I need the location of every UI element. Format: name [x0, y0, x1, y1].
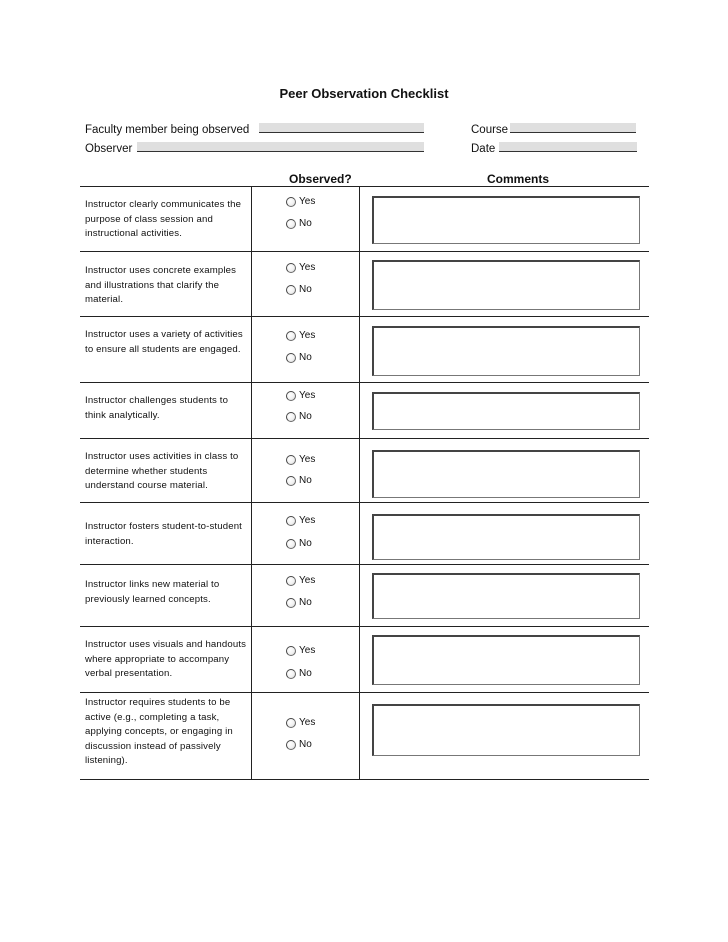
option-label-yes: Yes: [299, 390, 316, 401]
observer-field[interactable]: [137, 142, 424, 152]
checklist-row: [80, 693, 649, 780]
option-label-no: No: [299, 352, 312, 363]
comments-column-header: Comments: [487, 172, 550, 186]
column-divider: [251, 693, 252, 779]
radio-button-icon[interactable]: [286, 412, 296, 422]
column-divider: [359, 383, 360, 438]
option-label-no: No: [299, 538, 312, 549]
option-label-no: No: [299, 739, 312, 750]
course-label: Course: [471, 124, 509, 136]
checklist-row: [80, 439, 649, 503]
radio-button-icon[interactable]: [286, 598, 296, 608]
criterion-text: Instructor fosters student-to-student interaction.: [85, 521, 242, 547]
option-label-yes: Yes: [299, 575, 316, 586]
date-field[interactable]: [499, 142, 637, 152]
faculty-field[interactable]: [259, 123, 424, 133]
observed-yes-option[interactable]: [286, 330, 315, 342]
observed-no-option[interactable]: [286, 597, 312, 609]
faculty-label: Faculty member being observed: [85, 124, 250, 136]
observed-yes-option[interactable]: [286, 390, 315, 402]
option-label-yes: Yes: [299, 717, 316, 728]
radio-button-icon[interactable]: [286, 718, 296, 728]
radio-button-icon[interactable]: [286, 669, 296, 679]
observed-no-option[interactable]: [286, 411, 312, 423]
column-divider: [251, 186, 252, 251]
observed-yes-option[interactable]: [286, 454, 315, 466]
column-divider: [359, 317, 360, 382]
radio-button-icon[interactable]: [286, 476, 296, 486]
column-divider: [251, 252, 252, 316]
radio-button-icon[interactable]: [286, 219, 296, 229]
criterion-text: Instructor uses activities in class to determine whether students understand course material.: [85, 451, 239, 491]
comments-field[interactable]: [372, 514, 640, 560]
criterion-text: Instructor links new material to previously learned concepts.: [85, 579, 220, 605]
option-label-yes: Yes: [299, 262, 316, 273]
column-divider: [251, 439, 252, 502]
column-divider: [359, 503, 360, 564]
checklist-row: [80, 252, 649, 317]
comments-field[interactable]: [372, 450, 640, 498]
column-divider: [251, 383, 252, 438]
column-divider: [359, 439, 360, 502]
column-divider: [359, 565, 360, 626]
comments-field[interactable]: [372, 260, 640, 310]
option-label-no: No: [299, 218, 312, 229]
checklist-row: [80, 627, 649, 693]
criterion-text: Instructor clearly communicates the purpose of class session and instructional activities.: [85, 199, 242, 239]
option-label-no: No: [299, 668, 312, 679]
checklist-row: [80, 186, 649, 252]
observed-yes-option[interactable]: [286, 717, 315, 729]
radio-button-icon[interactable]: [286, 353, 296, 363]
observed-yes-option[interactable]: [286, 645, 315, 657]
column-divider: [359, 627, 360, 692]
option-label-yes: Yes: [299, 645, 316, 656]
observed-yes-option[interactable]: [286, 575, 315, 587]
criterion-text: Instructor uses visuals and handouts where appropriate to accompany verbal presentation.: [85, 639, 247, 679]
observed-no-option[interactable]: [286, 352, 312, 364]
observed-no-option[interactable]: [286, 668, 312, 680]
observer-label: Observer: [85, 143, 133, 155]
column-divider: [251, 627, 252, 692]
radio-button-icon[interactable]: [286, 331, 296, 341]
page-title: Peer Observation Checklist: [279, 86, 449, 101]
criterion-text: Instructor uses concrete examples and illustrations that clarify the material.: [85, 265, 237, 305]
column-divider: [251, 503, 252, 564]
observed-no-option[interactable]: [286, 218, 312, 230]
radio-button-icon[interactable]: [286, 263, 296, 273]
radio-button-icon[interactable]: [286, 646, 296, 656]
option-label-no: No: [299, 597, 312, 608]
radio-button-icon[interactable]: [286, 455, 296, 465]
option-label-no: No: [299, 284, 312, 295]
radio-button-icon[interactable]: [286, 197, 296, 207]
observed-yes-option[interactable]: [286, 515, 315, 527]
radio-button-icon[interactable]: [286, 516, 296, 526]
comments-field[interactable]: [372, 196, 640, 244]
option-label-no: No: [299, 475, 312, 486]
option-label-no: No: [299, 411, 312, 422]
checklist-row: [80, 503, 649, 565]
radio-button-icon[interactable]: [286, 576, 296, 586]
observed-yes-option[interactable]: [286, 262, 315, 274]
checklist-row: [80, 317, 649, 383]
observed-no-option[interactable]: [286, 475, 312, 487]
option-label-yes: Yes: [299, 454, 316, 465]
option-label-yes: Yes: [299, 196, 316, 207]
comments-field[interactable]: [372, 326, 640, 376]
radio-button-icon[interactable]: [286, 391, 296, 401]
comments-field[interactable]: [372, 392, 640, 430]
course-field[interactable]: [510, 123, 636, 133]
checklist-row: [80, 565, 649, 627]
column-divider: [251, 565, 252, 626]
column-divider: [359, 186, 360, 251]
observed-column-header: Observed?: [289, 172, 352, 186]
column-divider: [359, 252, 360, 316]
observed-yes-option[interactable]: [286, 196, 315, 208]
comments-field[interactable]: [372, 635, 640, 685]
criterion-text: Instructor uses a variety of activities to ensure all students are engaged.: [85, 329, 243, 355]
criterion-text: Instructor challenges students to think analytically.: [85, 395, 229, 421]
observed-no-option[interactable]: [286, 284, 312, 296]
option-label-yes: Yes: [299, 515, 316, 526]
radio-button-icon[interactable]: [286, 285, 296, 295]
observed-no-option[interactable]: [286, 538, 312, 550]
comments-field[interactable]: [372, 704, 640, 756]
checklist-row: [80, 383, 649, 439]
comments-field[interactable]: [372, 573, 640, 619]
radio-button-icon[interactable]: [286, 740, 296, 750]
column-divider: [359, 693, 360, 779]
option-label-yes: Yes: [299, 330, 316, 341]
observed-no-option[interactable]: [286, 739, 312, 751]
criterion-text: Instructor requires students to be active (e.g., completing a task, applying concepts, or engaging in discussion instead of passively listening).: [85, 697, 233, 766]
column-divider: [251, 317, 252, 382]
date-label: Date: [471, 143, 496, 155]
radio-button-icon[interactable]: [286, 539, 296, 549]
